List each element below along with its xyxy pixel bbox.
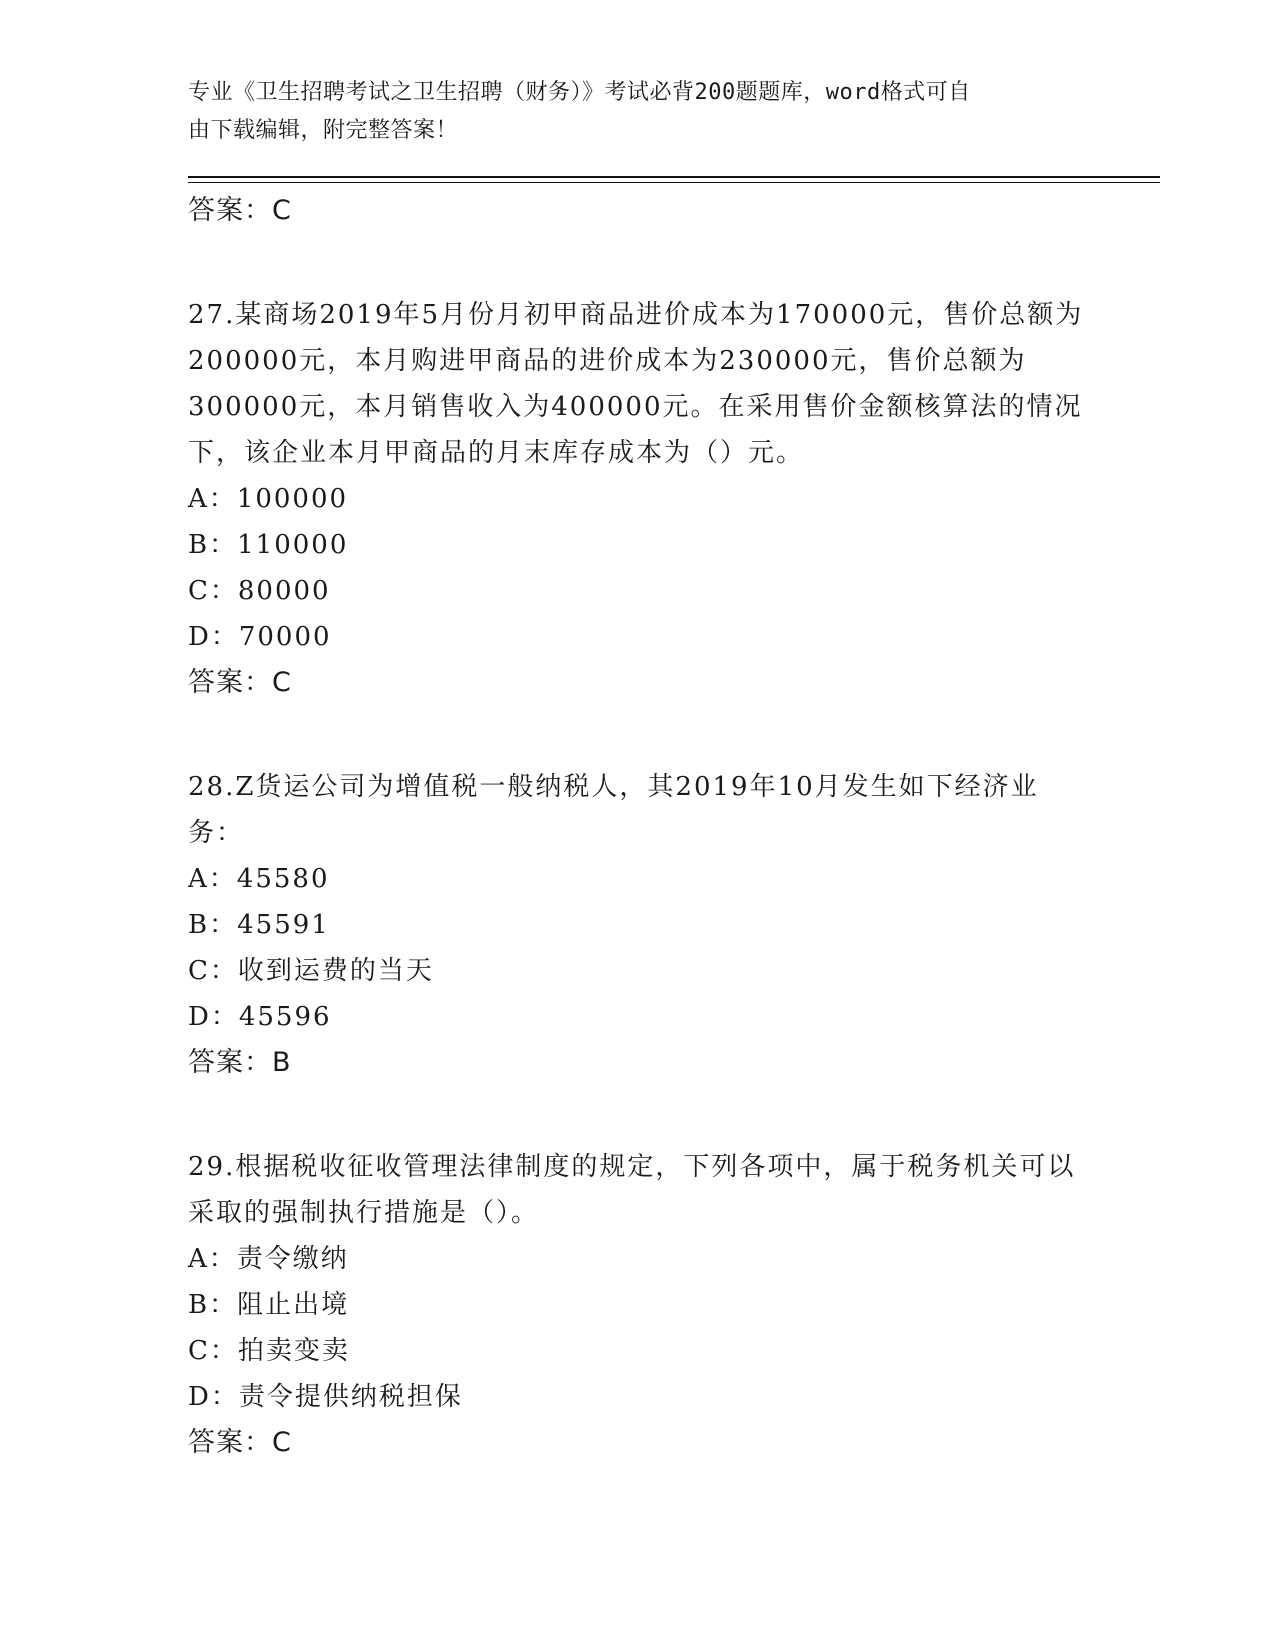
question-text: 27.某商场2019年5月份月初甲商品进价成本为170000元，售价总额为200000元，本月购进甲商品的进价成本为230000元，售价总额为300000元，本月销售收入为400000元。在采用售价金额核算法的情况下，该企业本月甲商品的月末库存成本为（）元。 [188, 300, 1084, 468]
option-a: A：责令缴纳 [188, 1244, 349, 1274]
answer-line: 答案：B [188, 1047, 292, 1078]
question-text: 29.根据税收征收管理法律制度的规定，下列各项中，属于税务机关可以采取的强制执行措施是（）。 [188, 1152, 1076, 1228]
question-block-27 [188, 292, 1088, 706]
document-body [188, 188, 1088, 1466]
option-d: D：45596 [188, 1002, 332, 1032]
option-c: C：拍卖变卖 [188, 1336, 350, 1366]
answer-line: 答案：C [188, 1427, 292, 1458]
answer-line: 答案：C [188, 195, 292, 226]
question-block-29 [188, 1144, 1088, 1466]
header-line-2: 由下载编辑，附完整答案！ [188, 118, 459, 143]
header-line-1: 专业《卫生招聘考试之卫生招聘（财务）》考试必背200题题库，word格式可自 [188, 80, 971, 105]
header-divider-thick [188, 176, 1160, 178]
document-header [188, 74, 1088, 150]
question-text: 28.Z货运公司为增值税一般纳税人，其2019年10月发生如下经济业务： [188, 772, 1039, 848]
question-block-28 [188, 764, 1088, 1086]
option-c: C：收到运费的当天 [188, 956, 434, 986]
option-d: D：责令提供纳税担保 [188, 1382, 463, 1412]
answer-line: 答案：C [188, 667, 292, 698]
option-c: C：80000 [188, 576, 331, 606]
option-b: B：阻止出境 [188, 1290, 350, 1320]
option-b: B：45591 [188, 910, 330, 940]
header-divider-thin [188, 182, 1160, 183]
option-a: A：100000 [188, 484, 349, 514]
option-b: B：110000 [188, 530, 349, 560]
option-d: D：70000 [188, 622, 332, 652]
option-a: A：45580 [188, 864, 330, 894]
